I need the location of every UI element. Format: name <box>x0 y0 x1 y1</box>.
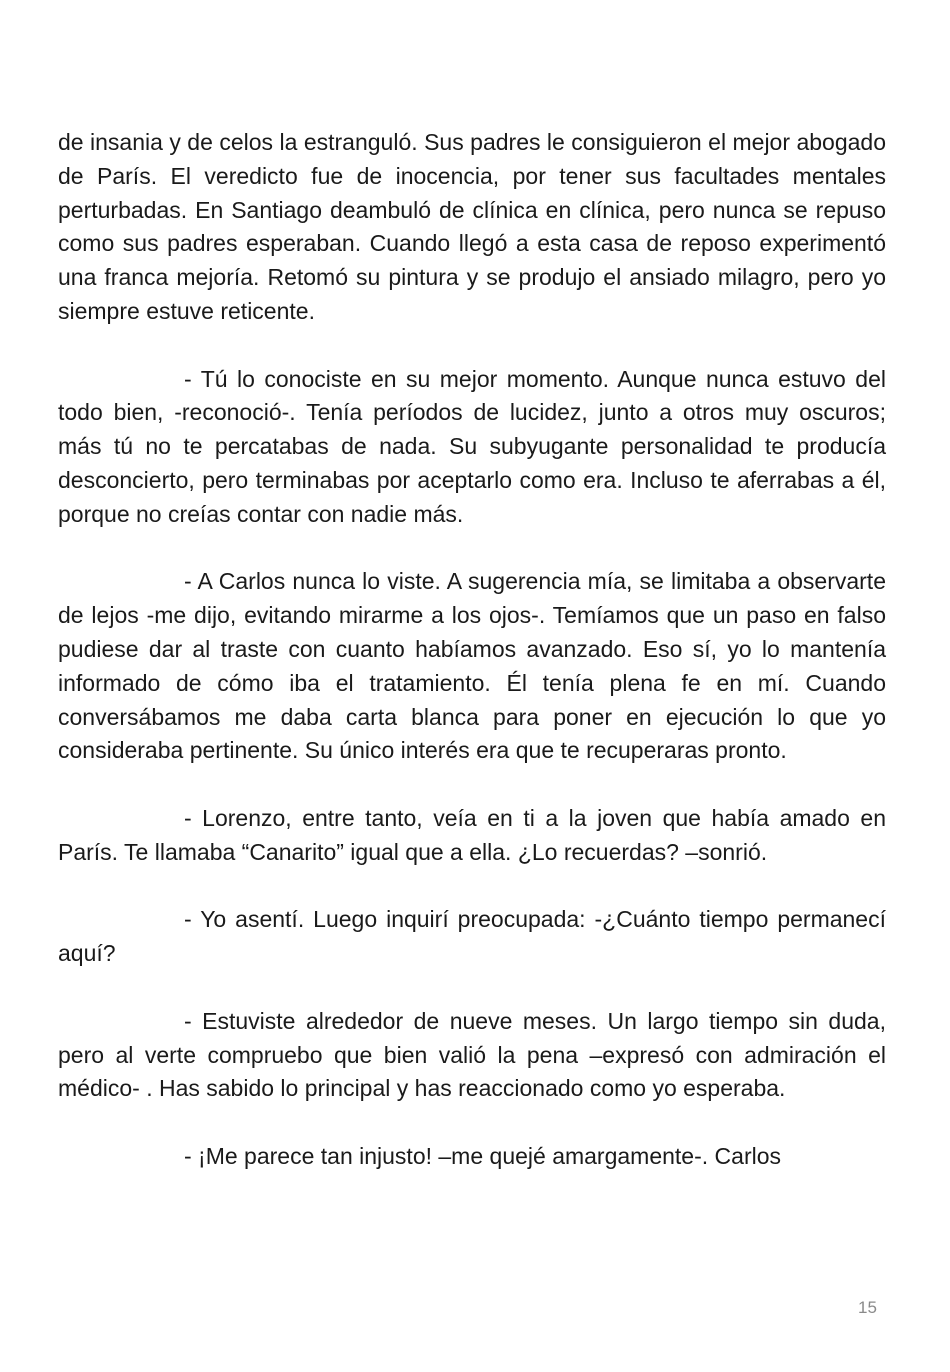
paragraph-3: - A Carlos nunca lo viste. A sugerencia mía, se limitaba a observarte de lejos -me dijo, evitando mirarme a los ojos-. Temíamos que un paso en falso pudiese dar al traste con cuanto habíamos avanzado. Eso sí, yo lo mantenía informado de cómo iba el tratamiento. Él tenía plena fe en mí. Cuando conversábamos me daba carta blanca para poner en ejecución lo que yo consideraba pertinente. Su único interés era que te recuperaras pronto. <box>58 568 886 764</box>
paragraph-6: - Estuviste alrededor de nueve meses. Un largo tiempo sin duda, pero al verte compruebo que bien valió la pena –expresó con admiración el médico- . Has sabido lo principal y has reaccionado como yo esperaba. <box>58 1007 886 1102</box>
paragraph-4: - Lorenzo, entre tanto, veía en ti a la joven que había amado en París. Te llamaba “Canarito” igual que a ella. ¿Lo recuerdas? –sonrió. <box>58 804 886 865</box>
body-text <box>58 126 886 1174</box>
paragraph-1: de insania y de celos la estranguló. Sus padres le consiguieron el mejor abogado de París. El veredicto fue de inocencia, por tener sus facultades mentales perturbadas. En Santiago deambuló de clínica en clínica, pero nunca se repuso como sus padres esperaban. Cuando llegó a esta casa de reposo experimentó una franca mejoría. Retomó su pintura y se produjo el ansiado milagro, pero yo siempre estuve reticente. <box>58 129 886 324</box>
page-number: 15 <box>858 1298 877 1317</box>
paragraph-2: - Tú lo conociste en su mejor momento. Aunque nunca estuvo del todo bien, -reconoció-. Tenía períodos de lucidez, junto a otros muy oscuros; más tú no te percatabas de nada. Su subyugante personalidad te producía desconcierto, pero terminabas por aceptarlo como era. Incluso te aferrabas a él, porque no creías contar con nadie más. <box>58 365 886 527</box>
paragraph-5: - Yo asentí. Luego inquirí preocupada: -¿Cuánto tiempo permanecí aquí? <box>58 906 886 967</box>
paragraph-7: - ¡Me parece tan injusto! –me quejé amargamente-. Carlos <box>184 1142 782 1169</box>
